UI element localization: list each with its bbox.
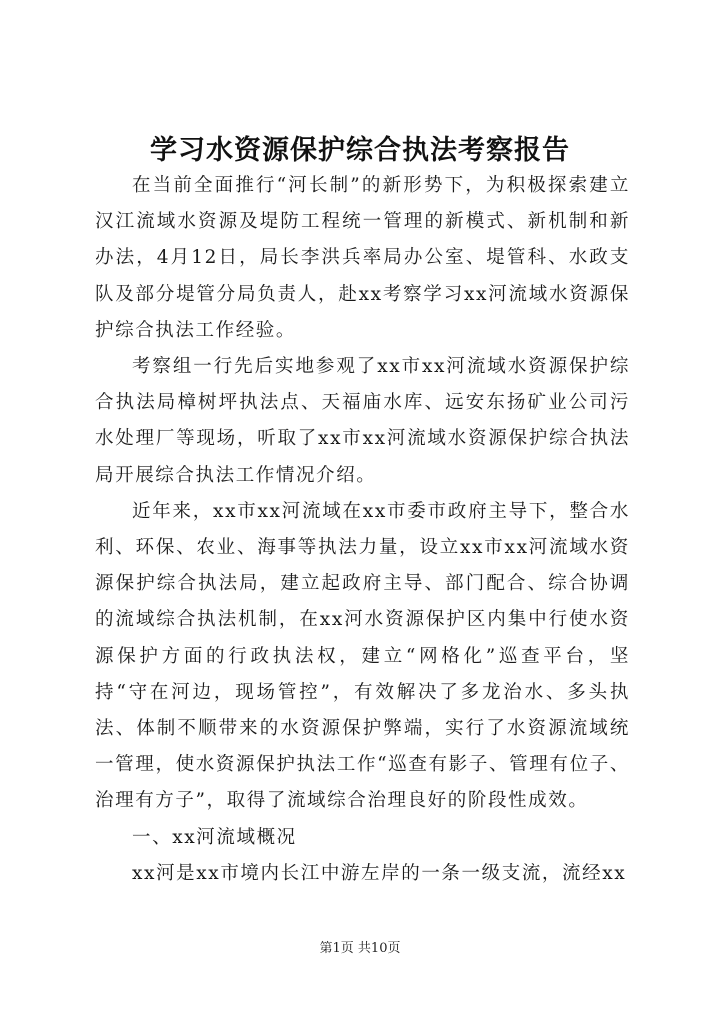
paragraph: 在当前全面推行“河长制”的新形势下，为积极探索建立汉江流域水资源及堤防工程统一管理的新模式、新机制和新办法，4月12日，局长李洪兵率局办公室、堤管科、水政支队及部分堤管分局负责人，赴xx考察学习xx河流域水资源保护综合执法工作经验。 (95, 175, 630, 341)
paragraph: 考察组一行先后实地参观了xx市xx河流域水资源保护综合执法局樟树坪执法点、天福庙水库、远安东扬矿业公司污水处理厂等现场，听取了xx市xx河流域水资源保护综合执法局开展综合执法工作情况介绍。 (95, 356, 630, 486)
document-title: 学习水资源保护综合执法考察报告 (150, 135, 570, 166)
section-heading: 一、xx河流域概况 (132, 826, 297, 848)
paragraph: xx河是xx市境内长江中游左岸的一条一级支流，流经xx (132, 862, 627, 884)
paragraph: 近年来，xx市xx河流域在xx市委市政府主导下，整合水利、环保、农业、海事等执法力量，设立xx市xx河流域水资源保护综合执法局，建立起政府主导、部门配合、综合协调的流域综合执法机制，在xx河水资源保护区内集中行使水资源保护方面的行政执法权，建立“网格化”巡查平台，坚持“守在河边，现场管控”，有效解决了多龙治水、多头执法、体制不顺带来的水资源保护弊端，实行了水资源流域统一管理，使水资源保护执法工作“巡查有影子、管理有位子、治理有方子”，取得了流域综合治理良好的阶段性成效。 (95, 500, 630, 812)
page-number-footer: 第1页 共10页 (319, 941, 401, 956)
document-body (95, 168, 630, 892)
